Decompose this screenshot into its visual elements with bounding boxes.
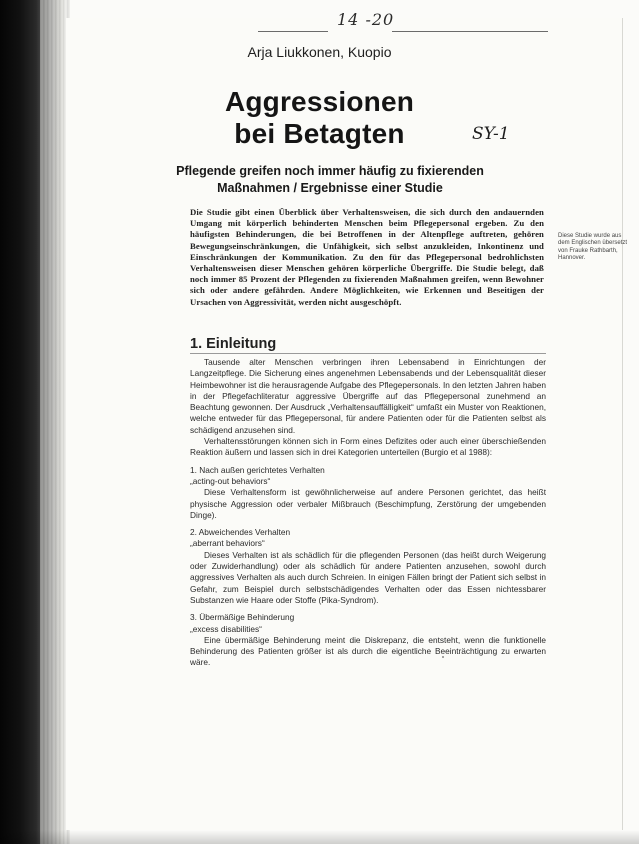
list-item-2-heading: 2. Abweichendes Verhalten [190, 527, 291, 538]
body-paragraph-2: Verhaltensstörungen können sich in Form eines Defizites oder auch einer überschießenden Reaktion äußern und lassen sich in drei Kategorien unterteilen (Burgio et al 1988): [190, 436, 546, 458]
subtitle-line-2: Maßnahmen / Ergebnisse einer Studie [217, 181, 443, 195]
list-item-2-text: Dieses Verhalten ist als schädlich für die pflegenden Personen (das heißt durch Weigerung oder Zuwiderhandlung) oder als schädlich für andere Patienten anzusehen, sowohl durch aggressives Verhalten als auch durch Schreien. In einigen Fällen bringt der Patient sich selbst in Gefahr, zum Beispiel durch selbstschädigendes Verhalten oder das Essen nichtessbarer Substanzen wie Haare oder Stoffe (Pika-Syndrom). [190, 549, 546, 605]
section-rule [190, 353, 546, 354]
author-line: Arja Liukkonen, Kuopio [247, 44, 392, 60]
abstract-paragraph: Die Studie gibt einen Überblick über Verhaltensweisen, die sich durch den andauernden Umgang mit körperlich behinderten Menschen beim Pflegepersonal ergeben. Zu den häufigsten Behinderungen, die bei Betroffenen in der Altenpflege auftreten, gehören Bewegungseinschränkungen, die Unfähigkeit, sich selbst anzukleiden, Inkontinenz und Einschränkungen der Kommunikation. Zu den für das Pflegepersonal bedrohlichsten Verhaltensweisen dieser Menschen gehören körperliche Übergriffe. Die Studie belegt, daß noch immer 85 Prozent der Pflegenden zu fixierenden Maßnahmen greifen, wenn Bewohner sich oder andere gefährden. Andere Möglichkeiten, wie Erkennen und Beseitigen der Ursachen von Aggressivität, werden nicht ausgeschöpft. [190, 207, 544, 307]
handwritten-page-number: 14 -20 [337, 10, 395, 29]
body-paragraph-1: Tausende alter Menschen verbringen ihren Lebensabend in Einrichtungen der Langzeitpflege. Die Sicherung eines angenehmen Lebensabends und der Lebensqualität dieser Heimbewohner ist die herausragende Aufgabe des Pflegepersonals. In den letzten Jahren haben in der Pflegefachliteratur aggressive Übergriffe auf das Pflegepersonal zunehmend an Beachtung gewonnen. Der Ausdruck „Verhaltensauffälligkeit“ umfaßt ein Muster von Reaktionen, welche entweder für das Pflegepersonal, für andere Patienten oder für die Patienten selbst als schädigend anzusehen sind. [190, 357, 546, 435]
list-item-3-term: „excess disabilities“ [190, 623, 262, 634]
header-rule-left [258, 31, 328, 32]
list-item-3-text: Eine übermäßige Behinderung meint die Diskrepanz, die entsteht, wenn die funktionelle Behinderung des Patienten größer ist als durch die eigentliche Beeinträchtigung zu erwarten wäre. [190, 634, 546, 668]
speck-mark [442, 656, 444, 658]
translation-sidenote: Diese Studie wurde aus dem Englischen übersetzt von Frauke Rathbarth, Hannover. [558, 233, 628, 262]
subtitle-line-1: Pflegende greifen noch immer häufig zu fixierenden [176, 164, 484, 178]
list-item-1-text: Diese Verhaltensform ist gewöhnlicherweise auf andere Personen gerichtet, das heißt physische Aggression oder verbaler Mißbrauch (Beschimpfung, Zerstörung der umgebenden Dinge). [190, 487, 546, 520]
header-rule-right [392, 31, 548, 32]
handwritten-tag: SY-1 [472, 124, 510, 144]
list-item-1-term: „acting-out behaviors“ [190, 475, 271, 486]
scan-bottom-shadow [0, 830, 639, 844]
list-item-2-term: „aberrant behaviors“ [190, 538, 265, 549]
article-title-line-1: Aggressionen [224, 86, 415, 117]
body-text [190, 357, 546, 669]
section-heading-einleitung: 1. Einleitung [190, 336, 277, 352]
list-item-3-heading: 3. Übermäßige Behinderung [190, 612, 295, 623]
list-item-1-heading: 1. Nach außen gerichtetes Verhalten [190, 464, 325, 475]
article-title-line-2: bei Betagten [234, 118, 405, 149]
